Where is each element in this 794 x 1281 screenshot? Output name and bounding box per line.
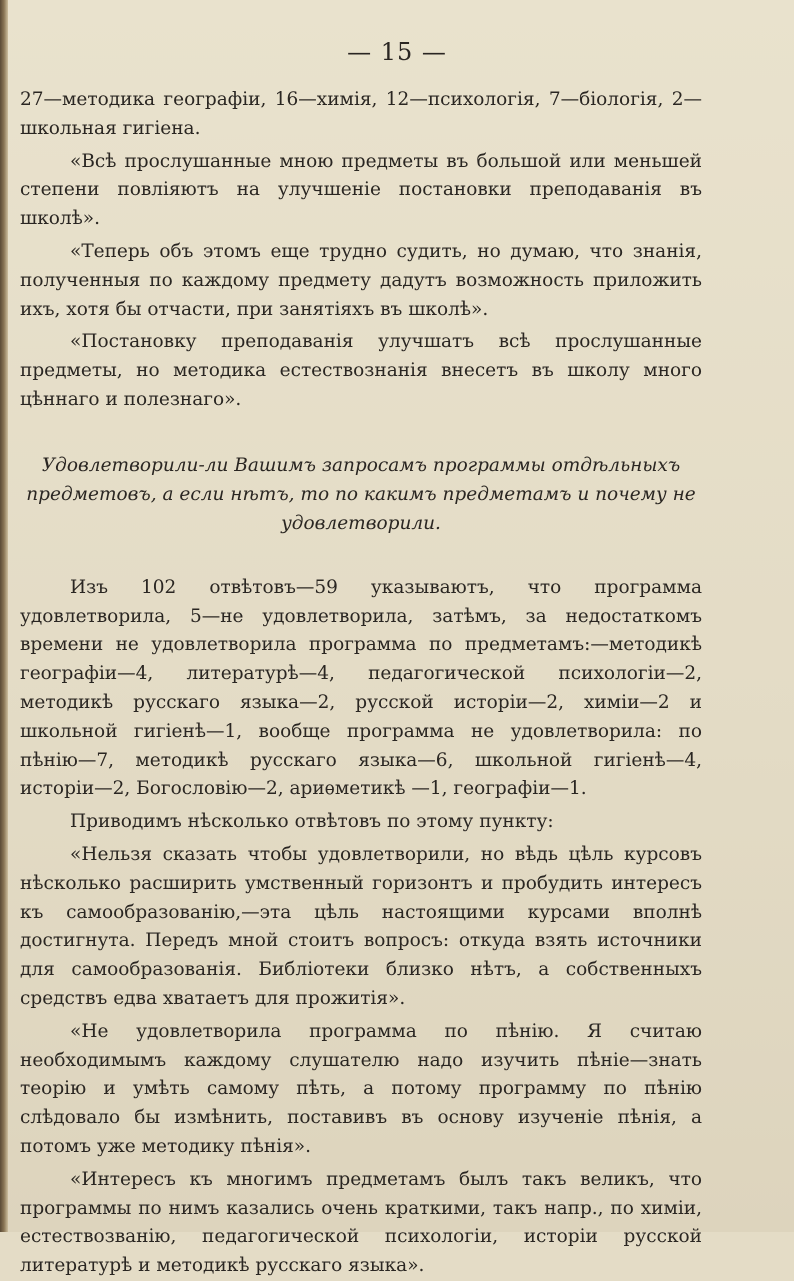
quote-all-subjects: «Всѣ прослушанные мною предметы въ большой или меньшей степени повліяютъ на улучшеніе постановки преподаванія въ школѣ». — [20, 150, 702, 230]
quote-hard-to-judge: «Теперь объ этомъ еще трудно судить, но думаю, что знанія, полученныя по каждому предмету дадутъ возможность приложить ихъ, хотя бы отчасти, при занятіяхъ въ школѣ». — [20, 240, 702, 320]
page-binding-edge — [0, 0, 8, 1232]
quote-teaching-improvement: «Постановку преподаванія улучшатъ всѣ прослушанные предметы, но методика естествознанія внесетъ въ школу много цѣннаго и полезнаго». — [20, 331, 702, 410]
page-number: — 15 — — [347, 38, 447, 66]
page-body — [20, 86, 702, 1281]
quote-self-education: «Нельзя сказать чтобы удовлетворили, но вѣдь цѣль курсовъ нѣсколько расширить умственный горизонтъ и пробудить интересъ къ самообразованію,—эта цѣль настоящими курсами вполнѣ достигнута. Передъ мной стоитъ вопросъ: откуда взять источники для самообразованія. Библіотеки близко нѣтъ, а собственныхъ средствъ едва хватаетъ для прожитія». — [20, 843, 702, 1009]
paragraph-subject-counts: 27—методика географіи, 16—химія, 12—психологія, 7—біологія, 2—школьная гигіена. — [20, 89, 702, 139]
quote-singing-program: «Не удовлетворила программа по пѣнію. Я считаю необходимымъ каждому слушателю надо изучить пѣніе—знать теорію и умѣть самому пѣть, а потому программу по пѣнію слѣдовало бы измѣнить, поставивъ въ основу изученіе пѣнія, а потомъ уже методику пѣнія». — [20, 1020, 702, 1157]
quote-interest-subjects: «Интересъ къ многимъ предметамъ былъ такъ великъ, что программы по нимъ казались очень краткими, такъ напр., по химіи, естествозванію, педагогической психологіи, исторіи русской литературѣ и методикѣ русскаго языка». — [20, 1168, 702, 1277]
paragraph-answer-statistics: Изъ 102 отвѣтовъ—59 указываютъ, что программа удовлетворила, 5—не удовлетворила, затѣмъ, за недостаткомъ времени не удовлетворила программа по предметамъ:—методикѣ географіи—4, литературѣ—4, педагогической психологіи—2, методикѣ русскаго языка—2, русской исторіи—2, химіи—2 и школьной гигіенѣ—1, вообще программа не удовлетворила: по пѣнію—7, методикѣ русскаго языка—6, школьной гигіенѣ—4, исторіи—2, Богословію—2, ариѳметикѣ —1, географіи—1. — [20, 576, 702, 800]
paragraph-answers-intro: Приводимъ нѣсколько отвѣтовъ по этому пункту: — [70, 811, 554, 833]
section-question-heading: Удовлетворили-ли Вашимъ запросамъ программы отдѣльныхъ предметовъ, а если нѣтъ, то по какимъ предметамъ и почему не удовлетворили. — [26, 454, 696, 534]
